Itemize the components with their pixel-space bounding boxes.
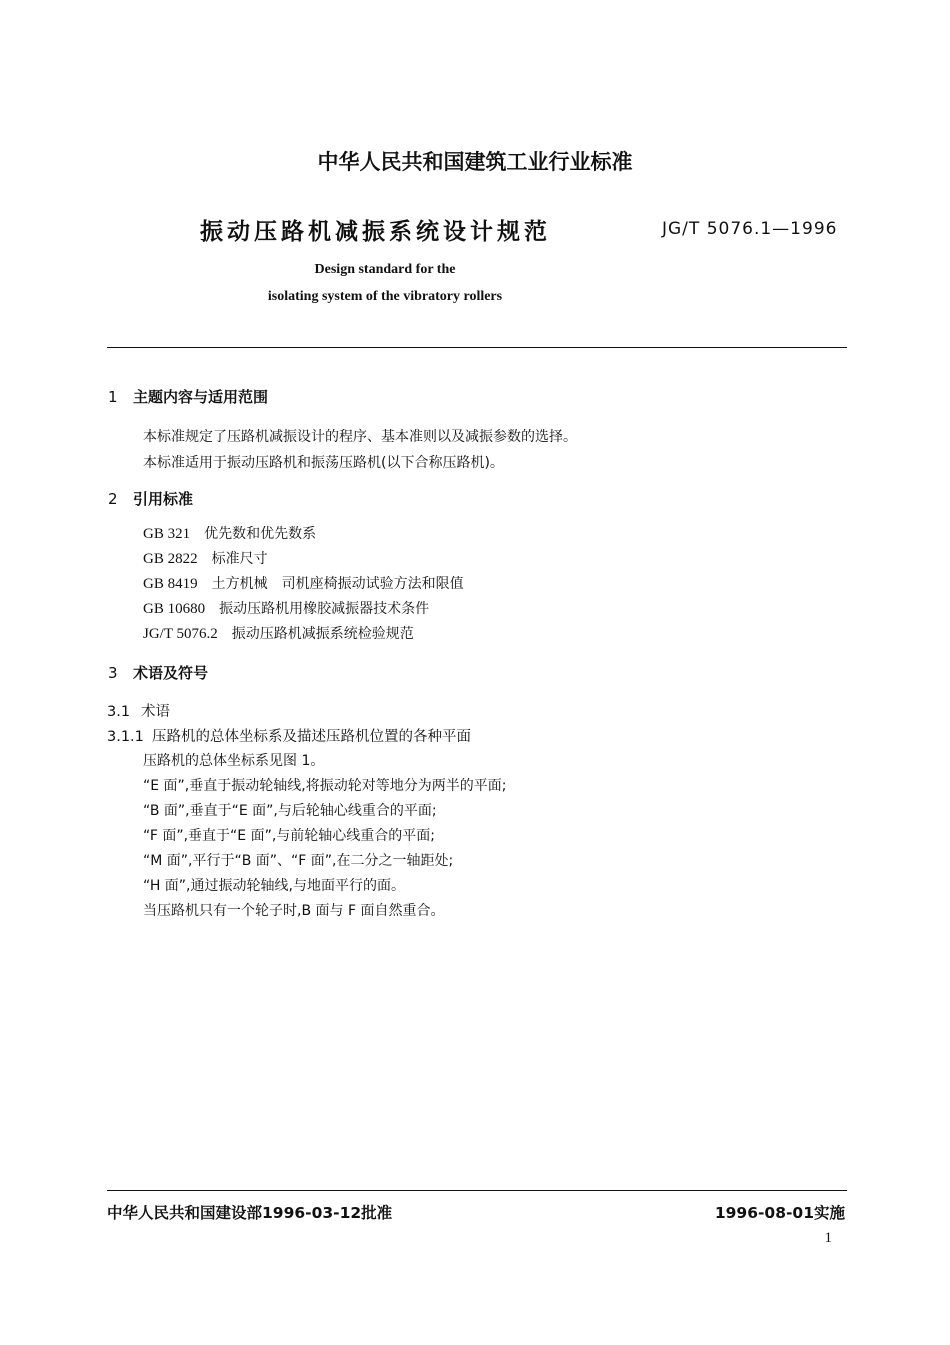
section-3-title: 术语及符号 — [133, 664, 209, 682]
reference-code: GB 8419 — [143, 576, 198, 592]
reference-item — [143, 623, 414, 643]
section-2-heading — [108, 488, 193, 509]
reference-code: GB 321 — [143, 526, 191, 542]
document-title-en-line1: Design standard for the — [314, 262, 456, 277]
implementation-date: 1996-08-01实施 — [714, 1204, 845, 1222]
section-1-paragraph: 本标准规定了压路机减振设计的程序、基本准则以及减振参数的选择。 — [143, 429, 577, 445]
reference-name: 振动压路机减振系统检验规范 — [231, 626, 414, 642]
subsection-3-1-title: 术语 — [141, 704, 170, 720]
reference-name: 标准尺寸 — [211, 551, 268, 567]
approval-line: 中华人民共和国建设部1996-03-12批准 — [107, 1204, 393, 1222]
page-number: 1 — [824, 1230, 832, 1246]
reference-item — [143, 598, 429, 618]
reference-name: 振动压路机用橡胶减振器技术条件 — [219, 601, 430, 617]
term-line: “M 面”,平行于“B 面”、“F 面”,在二分之一轴距处; — [143, 853, 454, 869]
subsection-3-1-1 — [107, 725, 471, 746]
term-line: 压路机的总体坐标系见图 1。 — [143, 753, 325, 769]
reference-item — [143, 523, 316, 543]
standard-code: JG/T 5076.1—1996 — [662, 219, 838, 239]
subsection-3-1-1-title: 压路机的总体坐标系及描述压路机位置的各种平面 — [152, 729, 471, 745]
subsection-3-1-number: 3.1 — [107, 704, 131, 720]
subsection-3-1-1-number: 3.1.1 — [107, 729, 144, 745]
reference-item — [143, 573, 464, 593]
reference-code: JG/T 5076.2 — [143, 626, 218, 642]
reference-code: GB 2822 — [143, 551, 198, 567]
section-3-number: 3 — [108, 664, 118, 682]
section-3-heading — [108, 662, 208, 683]
document-title-en-line2: isolating system of the vibratory rollers — [267, 289, 503, 304]
reference-name: 优先数和优先数系 — [204, 526, 317, 542]
document-title-cn: 振动压路机减振系统设计规范 — [200, 219, 551, 245]
reference-code: GB 10680 — [143, 601, 206, 617]
footer-divider — [107, 1190, 847, 1191]
term-line: “H 面”,通过振动轮轴线,与地面平行的面。 — [143, 878, 405, 894]
subsection-3-1 — [107, 700, 170, 721]
term-line: “E 面”,垂直于振动轮轴线,将振动轮对等地分为两半的平面; — [143, 778, 507, 794]
term-line: “F 面”,垂直于“E 面”,与前轮轴心线重合的平面; — [143, 828, 435, 844]
section-1-title: 主题内容与适用范围 — [133, 388, 269, 406]
reference-name: 土方机械 司机座椅振动试验方法和限值 — [211, 576, 464, 592]
reference-item — [143, 548, 268, 568]
industry-standard-heading: 中华人民共和国建筑工业行业标准 — [317, 150, 633, 174]
section-1-paragraph: 本标准适用于振动压路机和振荡压路机(以下合称压路机)。 — [143, 455, 504, 471]
term-line: “B 面”,垂直于“E 面”,与后轮轴心线重合的平面; — [143, 803, 437, 819]
section-2-number: 2 — [108, 490, 118, 508]
term-line: 当压路机只有一个轮子时,B 面与 F 面自然重合。 — [143, 903, 445, 919]
section-2-title: 引用标准 — [133, 490, 194, 508]
section-1-number: 1 — [108, 388, 118, 406]
section-1-heading — [108, 386, 268, 407]
header-divider — [107, 347, 847, 348]
